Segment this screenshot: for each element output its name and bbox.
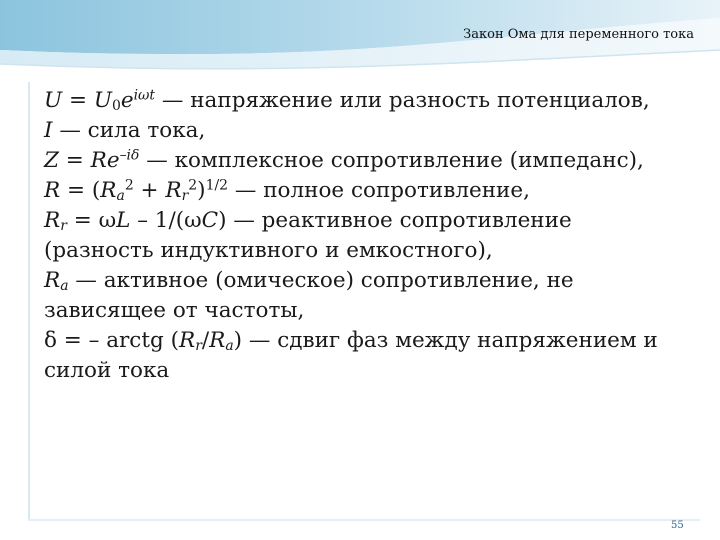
exponent-minus-i-delta: –iδ (119, 147, 140, 164)
page-number: 55 (671, 520, 684, 531)
phase-shift-description: ) — сдвиг фаз между напряжением и (233, 328, 658, 353)
line-impedance (44, 146, 704, 176)
symbol-r: R (44, 208, 61, 233)
superscript-2: 2 (124, 177, 134, 194)
delta-arctg: δ = – arctg ( (44, 328, 179, 353)
subscript-a: a (60, 277, 69, 294)
line-reactance-continued: (разность индуктивного и емкостного), (44, 238, 493, 263)
symbol-r: R (44, 178, 61, 203)
line-current (44, 116, 704, 146)
active-resistance-description: — активное (омическое) сопротивление, не (68, 268, 574, 293)
impedance-description: — комплексное сопротивление (импеданс), (139, 148, 644, 173)
line-active-resistance (44, 266, 704, 296)
bottom-rule (28, 519, 700, 521)
slide-title: Закон Ома для переменного тока (463, 27, 694, 42)
symbol-re: Re (90, 148, 120, 173)
minus-reciprocal: – 1/(ω (130, 208, 202, 233)
subscript-a: a (225, 337, 234, 354)
symbol-e: e (120, 88, 134, 113)
close-paren: ) (197, 178, 206, 203)
symbol-r: R (44, 268, 61, 293)
voltage-description: — напряжение или разность потенциалов, (155, 88, 650, 113)
exponent-iwt: iωt (133, 87, 156, 104)
left-accent-bar (28, 82, 30, 520)
power-one-half: 1/2 (205, 177, 229, 194)
slide-body (44, 86, 704, 386)
subscript-0: 0 (111, 97, 121, 114)
equals-sign: = (62, 88, 94, 113)
symbol-c: C (201, 208, 219, 233)
symbol-ra: R (100, 178, 117, 203)
symbol-u: U (44, 88, 63, 113)
equals-sign: = (58, 148, 91, 173)
subscript-r: r (181, 187, 189, 204)
subscript-a: a (116, 187, 125, 204)
superscript-2: 2 (188, 177, 198, 194)
line-phase-shift (44, 326, 704, 356)
symbol-u0: U (93, 88, 112, 113)
equals-omega: = ω (66, 208, 117, 233)
subscript-r: r (195, 337, 202, 354)
symbol-ra: R (209, 328, 226, 353)
symbol-l: L (116, 208, 131, 233)
line-full-resistance (44, 176, 704, 206)
symbol-i: I (44, 118, 53, 143)
symbol-z: Z (44, 148, 59, 173)
full-resistance-description: — полное сопротивление, (228, 178, 530, 203)
line-reactance (44, 206, 704, 236)
line-voltage (44, 86, 704, 116)
plus-sign: + (133, 178, 166, 203)
equals-open-paren: = ( (60, 178, 101, 203)
reactance-description: ) — реактивное сопротивление (218, 208, 572, 233)
subscript-r: r (60, 217, 67, 234)
line-active-resistance-continued: зависящее от частоты, (44, 298, 305, 323)
line-phase-shift-continued: силой тока (44, 358, 170, 383)
symbol-rr: R (178, 328, 196, 353)
slash: / (201, 328, 210, 353)
current-description: — сила тока, (52, 118, 206, 143)
symbol-rr: R (165, 178, 182, 203)
